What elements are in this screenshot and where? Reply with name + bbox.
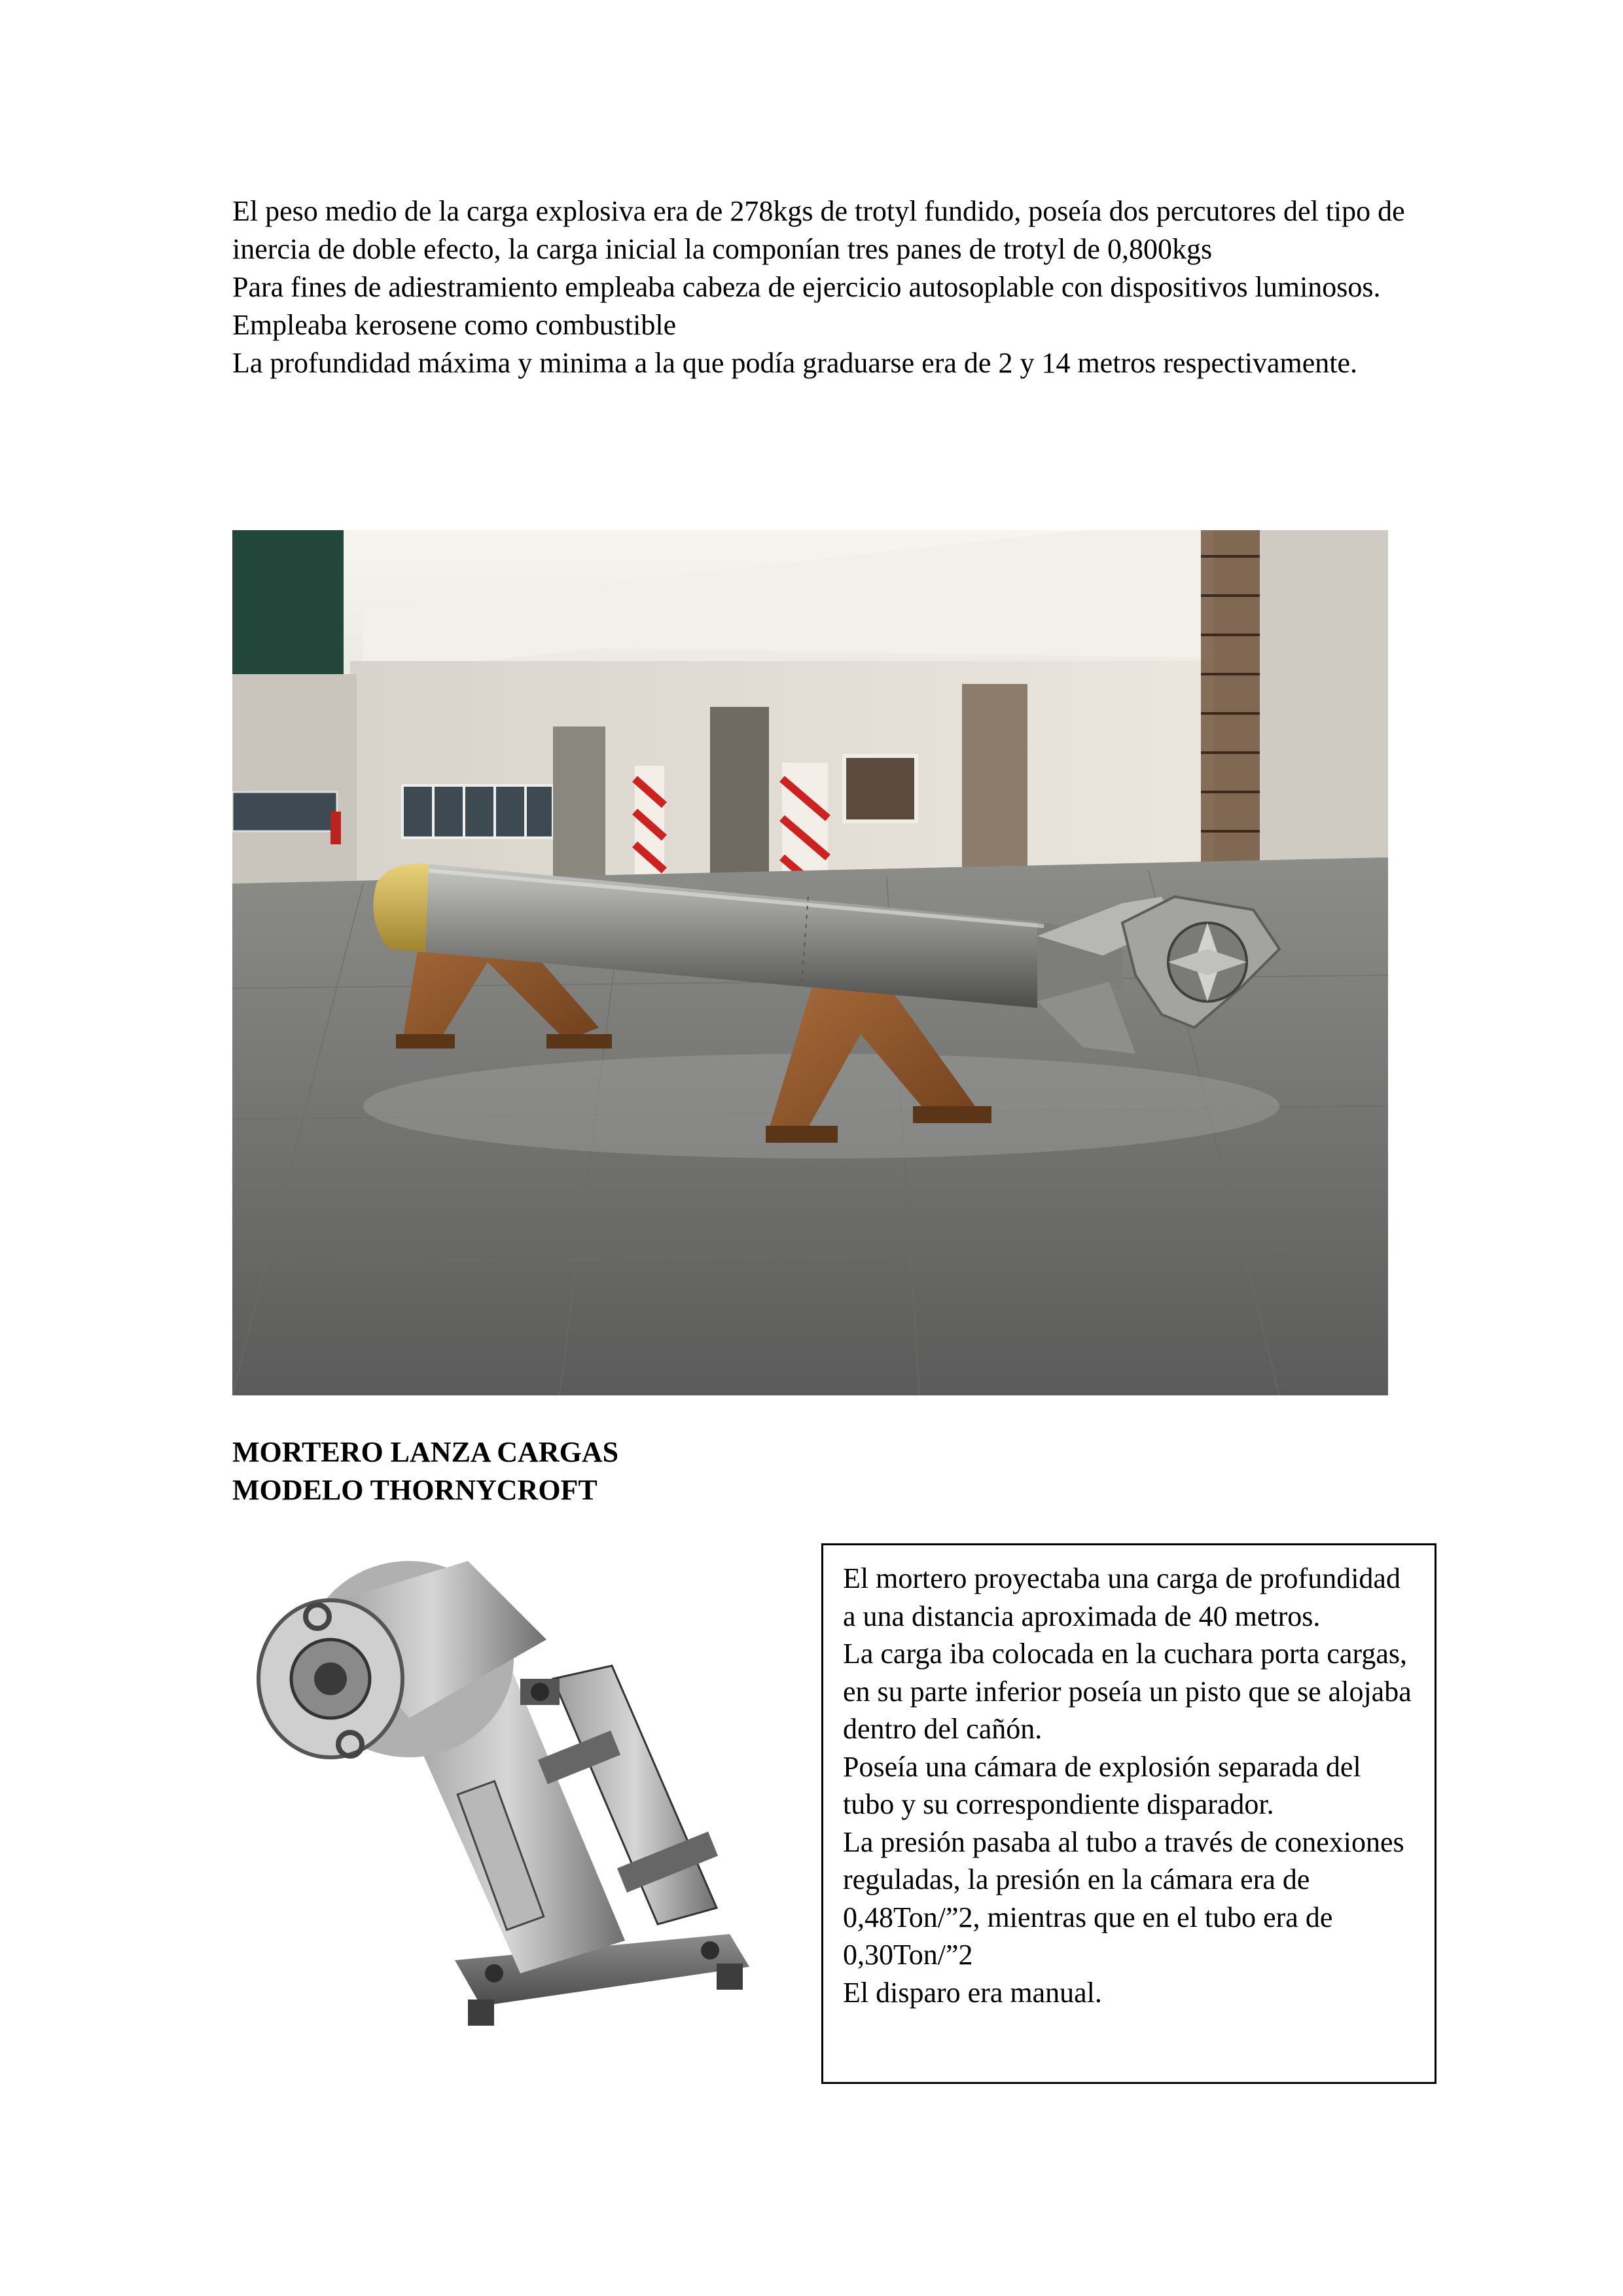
- description-line-5: El disparo era manual.: [843, 1976, 1102, 2009]
- description-line-2: La carga iba colocada en la cuchara porta cargas, en su parte inferior poseía un pisto que se alojaba dentro del cañón.: [843, 1638, 1412, 1745]
- heading-line-1: MORTERO LANZA CARGAS: [232, 1436, 619, 1468]
- torpedo-photo: [232, 530, 1388, 1395]
- description-line-1: El mortero proyectaba una carga de profundidad a una distancia aproximada de 40 metros.: [843, 1562, 1400, 1632]
- intro-line-1: El peso medio de la carga explosiva era de 278kgs de trotyl fundido, poseía dos percutores del tipo de inercia de doble efecto, la carga inicial la componían tres panes de trotyl de 0,800kgs: [232, 195, 1405, 265]
- mortar-image: [232, 1548, 776, 2085]
- mortar-trigger: [520, 1679, 560, 1705]
- intro-line-4: La profundidad máxima y minima a la que podía graduarse era de 2 y 14 metros respectivamente.: [232, 347, 1358, 379]
- intro-line-2: Para fines de adiestramiento empleaba cabeza de ejercicio autosoplable con dispositivos luminosos.: [232, 271, 1381, 303]
- intro-paragraph: [232, 192, 1410, 382]
- description-box: [821, 1543, 1436, 2084]
- heading-line-2: MODELO THORNYCROFT: [232, 1474, 597, 1506]
- description-line-3: Poseía una cámara de explosión separada del tubo y su correspondiente disparador.: [843, 1750, 1361, 1820]
- intro-line-3: Empleaba kerosene como combustible: [232, 309, 677, 341]
- section-heading: [232, 1433, 1018, 1509]
- description-line-4: La presión pasaba al tubo a través de conexiones reguladas, la presión en la cámara era de 0,48Ton/”2, mientras que en el tubo era de 0,30Ton/”2: [843, 1825, 1404, 1971]
- mortar-base: [455, 1934, 749, 2026]
